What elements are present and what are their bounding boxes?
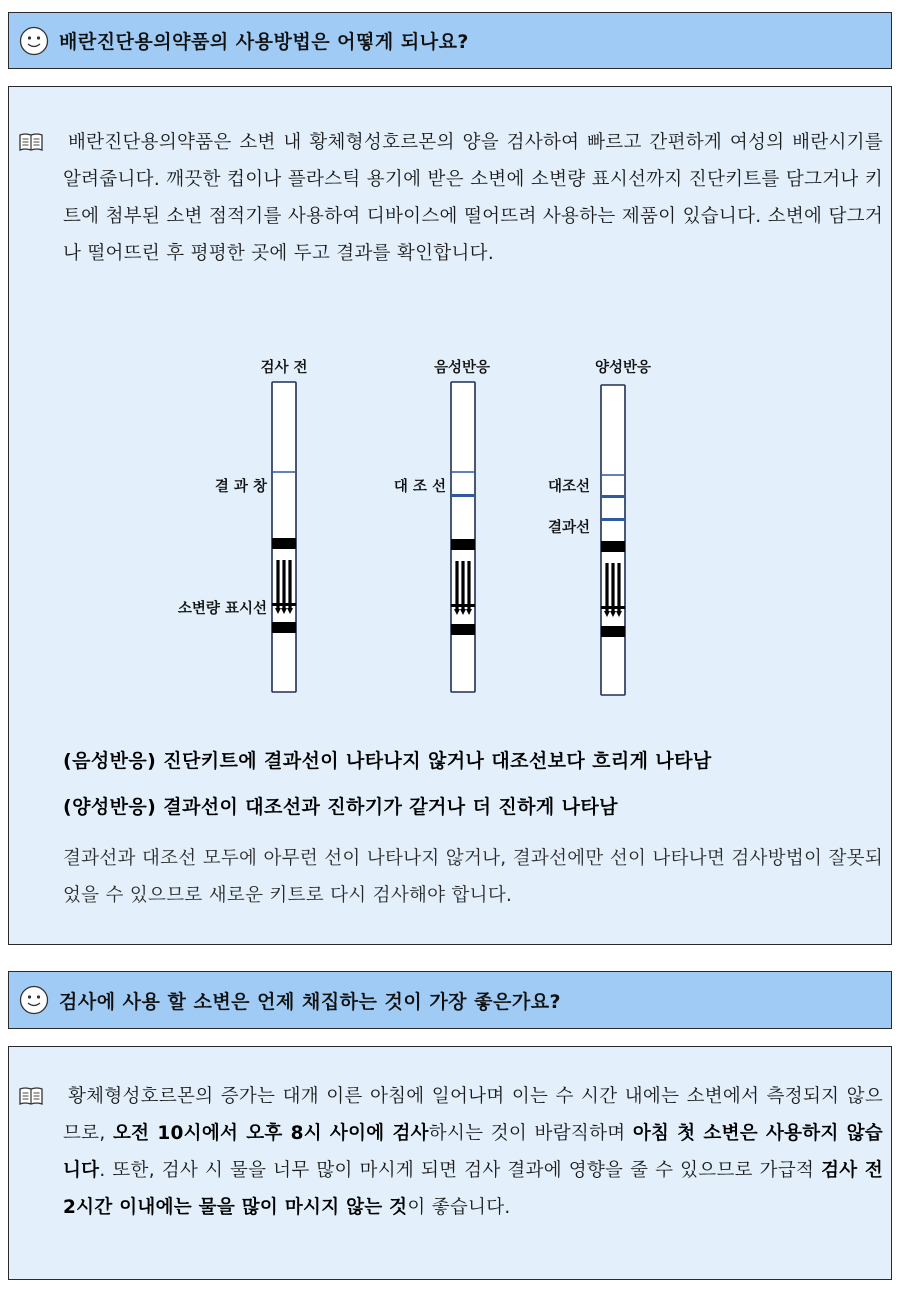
timing-text-2: 하시는 것이 바람직하며 — [428, 1123, 633, 1144]
strip-positive-title: 양성반응 — [594, 360, 652, 376]
open-book-icon — [18, 131, 44, 153]
strip-negative — [451, 382, 475, 692]
timing-bold-1: 오전 10시에서 오후 8시 사이에 검사 — [112, 1123, 429, 1144]
positive-paren: (양성반응) — [63, 796, 157, 818]
question-title-2: 검사에 사용 할 소변은 언제 채집하는 것이 가장 좋은가요? — [59, 990, 562, 1013]
strip-before-title: 검사 전 — [260, 360, 308, 376]
timing-text-4: 이 좋습니다. — [407, 1197, 511, 1218]
open-book-icon — [18, 1085, 44, 1107]
negative-result-line — [63, 746, 712, 773]
positive-result-line — [63, 792, 618, 819]
urine-timing-text — [63, 1078, 883, 1226]
smiley-icon — [19, 985, 49, 1015]
test-strip-diagram — [135, 345, 735, 705]
label-control-line-negative: 대 조 선 — [393, 479, 446, 495]
question-bar-1 — [8, 12, 892, 69]
positive-result-text: 결과선이 대조선과 진하기가 같거나 더 진하게 나타남 — [156, 796, 618, 818]
label-result-window: 결 과 창 — [214, 479, 267, 495]
timing-bold-3: 검사 전 2시간 이내에는 물을 많이 마시지 않는 것 — [63, 1160, 883, 1218]
smiley-icon — [19, 26, 49, 56]
timing-bold-2: 아침 첫 소변은 사용하지 않습니다 — [63, 1123, 883, 1181]
timing-text-1: 황체형성호르몬의 증가는 대개 이른 아침에 일어나며 이는 수 시간 내에는 소변에서 측정되지 않으므로, — [63, 1086, 883, 1144]
label-result-line-positive: 결과선 — [547, 520, 590, 536]
negative-result-text: 진단키트에 결과선이 나타나지 않거나 대조선보다 흐리게 나타남 — [156, 750, 712, 772]
question-title-1: 배란진단용의약품의 사용방법은 어떻게 되나요? — [59, 31, 469, 53]
strip-before — [272, 382, 296, 692]
strip-positive — [601, 385, 625, 695]
timing-text-3: . 또한, 검사 시 물을 너무 많이 마시게 되면 검사 결과에 영향을 줄 수 있으므로 가급적 — [99, 1160, 822, 1181]
invalid-result-note: 결과선과 대조선 모두에 아무런 선이 나타나지 않거나, 결과선에만 선이 나타나면 검사방법이 잘못되었을 수 있으므로 새로운 키트로 다시 검사해야 합니다. — [63, 848, 883, 906]
label-urine-line: 소변량 표시선 — [177, 601, 267, 617]
strip-negative-title: 음성반응 — [433, 360, 491, 376]
negative-paren: (음성반응) — [63, 750, 157, 772]
answer-intro-text: 배란진단용의약품은 소변 내 황체형성호르몬의 양을 검사하여 빠르고 간편하게 여성의 배란시기를 알려줍니다. 깨끗한 컵이나 플라스틱 용기에 받은 소변에 소변량 표시선까지 진단키트를 담그거나 키트에 첨부된 소변 점적기를 사용하여 디바이스에 떨어뜨려 사용하는 제품이 있습니다. 소변에 담그거나 떨어뜨린 후 평평한 곳에 두고 결과를 확인합니다. — [63, 132, 883, 264]
question-bar-2 — [8, 971, 892, 1029]
label-control-line-positive: 대조선 — [547, 479, 590, 495]
